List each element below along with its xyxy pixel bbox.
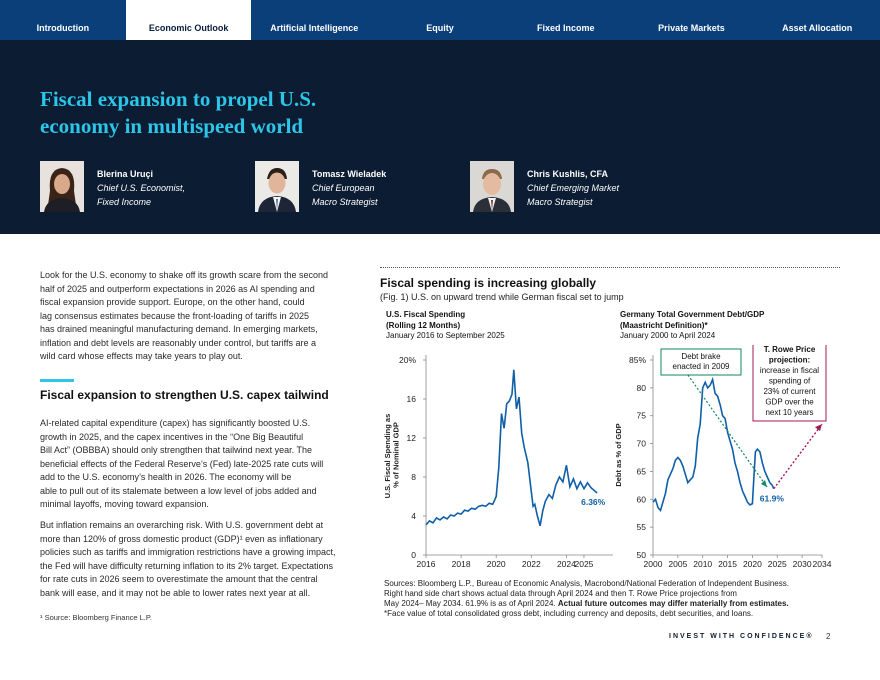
text-line: Look for the U.S. economy to shake off its growth scare from the second <box>40 270 328 280</box>
text-line: But inflation remains an overarching risk. With U.S. government debt at <box>40 520 324 530</box>
x-tick-label: 2010 <box>693 559 713 569</box>
chart2-title: Germany Total Government Debt/GDP <box>620 310 765 319</box>
text-line: inflation and debt levels are reasonably under control, but tariffs are a <box>40 337 317 348</box>
x-tick-label: 2030 <box>792 559 812 569</box>
y-tick-label: 55 <box>636 522 646 533</box>
section-heading: Fiscal expansion to strengthen U.S. capex tailwind <box>40 388 329 402</box>
page-number: 2 <box>826 632 831 641</box>
author-info <box>97 161 185 213</box>
text-line: fiscal expansion provide support. Europe, on the other hand, could <box>40 297 305 307</box>
text-line: beneficial effects of the Federal Reserve’s (Fed) late-2025 rate cuts will <box>40 458 324 469</box>
chart2-subtitle: (Maastricht Definition)* <box>620 320 708 330</box>
tab-introduction[interactable]: Introduction <box>36 23 90 33</box>
author-name: Blerina Uruçi <box>97 169 154 179</box>
chart1-daterange: January 2016 to September 2025 <box>386 331 505 340</box>
projection-text-line: increase in fiscal <box>759 366 820 375</box>
author-name: Chris Kushlis, CFA <box>527 169 609 179</box>
projection-text-line: T. Rowe Price <box>763 345 816 354</box>
x-tick-label: 2022 <box>521 559 541 569</box>
sources-line: May 2024– May 2034. 61.9% is as of April 2024. Actual future outcomes may differ materially from estimates. <box>384 599 789 608</box>
text-line: lag consensus estimates because the front-loading of tariffs in 2025 <box>40 310 309 321</box>
footnote: ¹ Source: Bloomberg Finance L.P. <box>40 613 153 622</box>
figure-subtitle: (Fig. 1) U.S. on upward trend while German fiscal set to jump <box>380 292 624 302</box>
author-card <box>255 161 386 213</box>
brand-tagline: INVEST WITH CONFIDENCE® <box>669 633 814 640</box>
top-nav <box>0 0 880 40</box>
author-role: Chief U.S. Economist, <box>97 183 186 193</box>
avatar <box>40 161 84 212</box>
x-tick-label: 2020 <box>486 559 506 569</box>
projection-text-line: GDP over the <box>765 397 814 407</box>
text-line: half of 2025 and outperform expectations in 2026 as AI spending and <box>40 283 315 294</box>
tab-equity[interactable]: Equity <box>426 23 454 33</box>
avatar <box>255 161 299 212</box>
body-paragraph <box>40 417 370 512</box>
author-role: Macro Strategist <box>527 197 593 207</box>
debt-brake-arrowhead <box>761 480 767 487</box>
y-tick-label: 0 <box>411 550 416 560</box>
text-line: bank will ease, and it may not be able to lower rates next year at all. <box>40 587 311 598</box>
debt-brake-text: Debt brake <box>681 352 721 361</box>
us-fiscal-spending-chart <box>378 350 618 575</box>
author-card <box>470 161 619 213</box>
y-tick-label: 80 <box>636 382 646 393</box>
tab-fixed-income[interactable]: Fixed Income <box>536 23 595 33</box>
tab-asset-allocation[interactable]: Asset Allocation <box>782 23 853 33</box>
x-tick-label: 2024 <box>556 559 576 569</box>
text-line: minimal layoffs, moving toward expansion. <box>40 499 209 509</box>
figure-sources <box>384 579 844 619</box>
projection-text-line: projection: <box>768 355 811 365</box>
x-tick-label: 2020 <box>742 559 762 569</box>
x-tick-label: 2000 <box>643 559 663 569</box>
y-tick-label: 75 <box>636 410 646 421</box>
text-line: for rate cuts in 2026 seem to overestimate the amount that the central <box>40 574 318 584</box>
projection-line <box>774 424 822 489</box>
tab-economic-outlook[interactable]: Economic Outlook <box>126 0 252 40</box>
text-line: add to the U.S. economy’s health in 2026. The economy will be <box>40 472 292 482</box>
x-tick-label: 2034 <box>812 559 832 569</box>
intro-paragraph <box>40 269 370 364</box>
section-accent-bar <box>40 379 74 382</box>
x-tick-label: 2025 <box>574 559 594 569</box>
y-tick-label: 20% <box>398 355 416 365</box>
text-line: policies such as tariffs and immigration restrictions have a growing impact, <box>40 547 336 557</box>
y-tick-label: 4 <box>411 511 416 521</box>
x-tick-label: 2025 <box>767 559 787 569</box>
chart2-daterange: January 2000 to April 2024 <box>620 331 716 340</box>
y-tick-label: 12 <box>406 433 416 443</box>
y-tick-label: 8 <box>411 472 416 482</box>
text-line: has drained meaningful manufacturing demand. In emerging markets, <box>40 324 318 334</box>
sources-line: Right hand side chart shows actual data through April 2024 and then T. Rowe Price projections from <box>384 589 737 598</box>
y-tick-label: 50 <box>636 550 646 560</box>
author-card <box>40 161 185 213</box>
y-tick-label: 60 <box>636 494 646 505</box>
x-tick-label: 2016 <box>416 559 436 569</box>
projection-text-line: 23% of current <box>763 387 816 396</box>
author-role: Chief European <box>312 183 375 193</box>
y-axis-label: U.S. Fiscal Spending as % of Nominal GDP <box>383 413 401 499</box>
end-value-label: 61.9% <box>759 493 784 504</box>
author-role: Chief Emerging Market <box>527 183 620 193</box>
chart2-heading <box>620 310 764 342</box>
chart1-title: U.S. Fiscal Spending <box>386 310 466 319</box>
author-info <box>527 161 619 213</box>
avatar <box>470 161 514 212</box>
author-role: Fixed Income <box>97 197 152 207</box>
germany-debt-chart <box>610 345 860 575</box>
text-line: growth in 2025, and the capex incentives in the “One Big Beautiful <box>40 431 304 442</box>
body-paragraph <box>40 519 370 600</box>
y-tick-label: 65 <box>636 466 646 477</box>
text-line: the Fed will have difficulty returning inflation to its 2% target. Expectations <box>40 560 333 571</box>
x-tick-label: 2015 <box>718 559 738 569</box>
y-tick-label: 16 <box>406 394 416 404</box>
text-line: wild card whose effects may take years to play out. <box>40 351 243 361</box>
text-line: AI-related capital expenditure (capex) has significantly boosted U.S. <box>40 418 311 428</box>
author-info <box>312 161 386 213</box>
hero-banner <box>0 40 880 234</box>
page-title-line1: Fiscal expansion to propel U.S. <box>40 87 317 111</box>
sources-line: Sources: Bloomberg L.P., Bureau of Economic Analysis, Macrobond/National Federation of Independent Business. <box>384 579 789 588</box>
projection-arrowhead <box>815 424 822 431</box>
page-title <box>40 86 400 140</box>
author-role: Macro Strategist <box>312 197 378 207</box>
chart1-subtitle: (Rolling 12 Months) <box>386 320 461 330</box>
y-tick-label: 85% <box>628 355 646 365</box>
projection-text-line: spending of <box>768 376 811 386</box>
text-line: more than 120% of gross domestic product (GDP)¹ even as inflationary <box>40 533 323 544</box>
debt-brake-text: enacted in 2009 <box>672 362 730 371</box>
sources-line: *Face value of total consolidated gross debt, including currency and deposits, debt securities, and loans. <box>384 609 754 618</box>
x-tick-label: 2005 <box>668 559 688 569</box>
figure-divider <box>380 267 840 268</box>
figure-title: Fiscal spending is increasing globally <box>380 276 597 290</box>
text-line: able to pull out of its stalemate between a low level of jobs added and <box>40 485 317 496</box>
series-line <box>426 370 597 526</box>
projection-text-line: next 10 years <box>765 408 814 417</box>
page-title-line2: economy in multispeed world <box>40 114 304 138</box>
y-axis-label: Debt as % of GDP <box>614 423 623 487</box>
text-line: Bill Act” (OBBBA) should only strengthen that tailwind next year. The <box>40 445 312 455</box>
tab-artificial-intelligence[interactable]: Artificial Intelligence <box>270 23 359 33</box>
tab-private-markets[interactable]: Private Markets <box>658 23 725 33</box>
end-value-label: 6.36% <box>581 496 606 507</box>
x-tick-label: 2018 <box>451 559 471 569</box>
author-name: Tomasz Wieladek <box>312 169 387 179</box>
chart1-heading <box>386 310 505 342</box>
y-tick-label: 70 <box>636 438 646 449</box>
